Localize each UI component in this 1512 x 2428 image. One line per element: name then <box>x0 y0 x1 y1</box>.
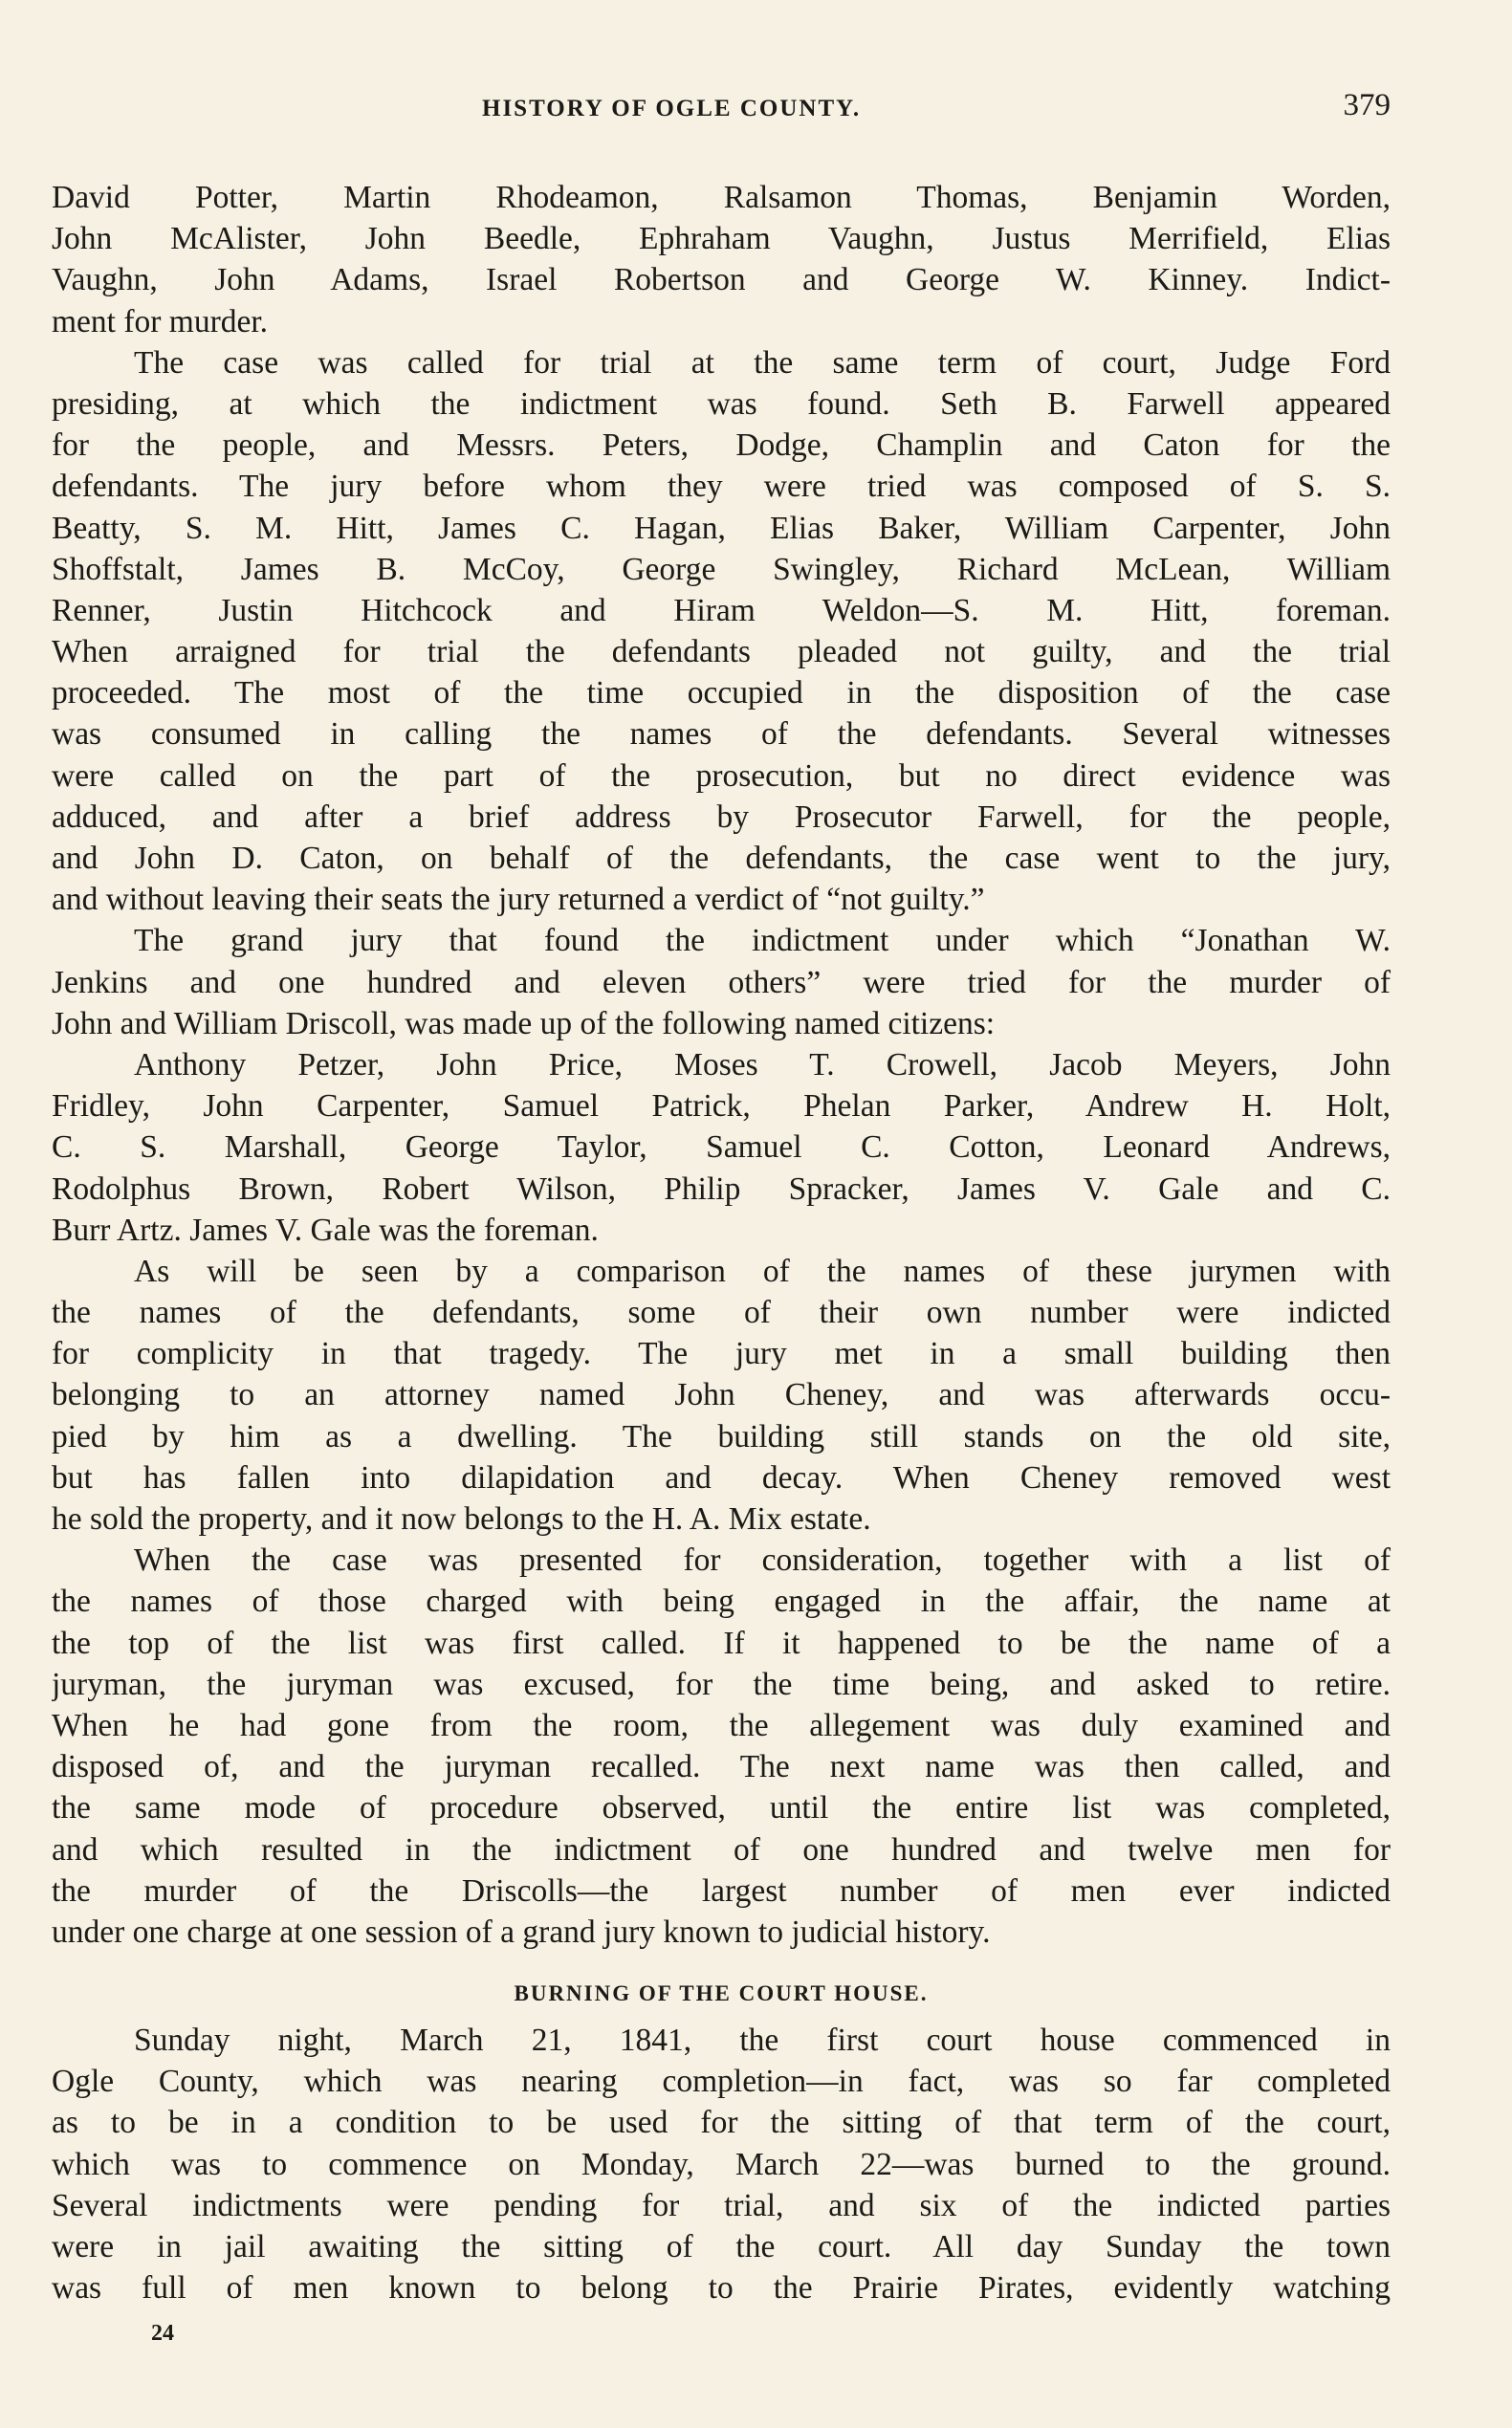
body-text <box>52 177 1391 2308</box>
text-line: was full of men known to belong to the Prairie Pirates, evidently watching <box>52 2270 1391 2307</box>
text-line: Anthony Petzer, John Price, Moses T. Crowell, Jacob Meyers, John <box>134 1046 1391 1083</box>
text-line: which was to commence on Monday, March 22—was burned to the ground. <box>52 2146 1391 2182</box>
text-line: David Potter, Martin Rhodeamon, Ralsamon Thomas, Benjamin Worden, <box>52 180 1391 215</box>
text-line: juryman, the juryman was excused, for the time being, and asked to retire. <box>52 1666 1391 1702</box>
text-line: was consumed in calling the names of the defendants. Several witnesses <box>52 716 1391 753</box>
paragraph-group <box>52 2020 1391 2308</box>
paragraph <box>52 2020 1391 2308</box>
signature-mark: 24 <box>151 2321 174 2346</box>
paragraph <box>52 920 1391 1044</box>
text-line: Jenkins and one hundred and eleven others” were tried for the murder of <box>52 964 1391 1000</box>
text-line: When arraigned for trial the defendants pleaded not guilty, and the trial <box>52 634 1391 670</box>
text-line: Shoffstalt, James B. McCoy, George Swingley, Richard McLean, William <box>52 551 1391 587</box>
text-line: Burr Artz. James V. Gale was the foreman. <box>52 1212 599 1248</box>
text-line: and John D. Caton, on behalf of the defendants, the case went to the jury, <box>52 841 1391 876</box>
text-line: ment for murder. <box>52 303 269 339</box>
text-line: belonging to an attorney named John Cheney, and was afterwards occu- <box>52 1377 1391 1413</box>
text-line: Fridley, John Carpenter, Samuel Patrick, Phelan Parker, Andrew H. Holt, <box>52 1088 1391 1125</box>
text-line: the top of the list was first called. If it happened to be the name of a <box>52 1625 1391 1661</box>
text-line: Vaughn, John Adams, Israel Robertson and George W. Kinney. Indict- <box>52 262 1391 298</box>
text-line: proceeded. The most of the time occupied in the disposition of the case <box>52 675 1391 711</box>
text-line: The case was called for trial at the same term of court, Judge Ford <box>134 344 1391 381</box>
text-line: under one charge at one session of a grand jury known to judicial history. <box>52 1914 991 1950</box>
page-number: 379 <box>1343 88 1391 122</box>
text-line: disposed of, and the juryman recalled. The next name was then called, and <box>52 1749 1391 1785</box>
text-line: John and William Driscoll, was made up of the following named citizens: <box>52 1005 996 1041</box>
text-line: Sunday night, March 21, 1841, the first court house commenced in <box>134 2023 1391 2059</box>
text-line: When the case was presented for consideration, together with a list of <box>134 1542 1391 1579</box>
paragraph <box>52 1540 1391 1953</box>
text-line: Ogle County, which was nearing completion—in fact, was so far completed <box>52 2064 1391 2100</box>
text-line: were called on the part of the prosecution, but no direct evidence was <box>52 757 1391 794</box>
text-line: the same mode of procedure observed, until the entire list was completed, <box>52 1790 1391 1826</box>
running-title: HISTORY OF OGLE COUNTY. <box>482 96 862 121</box>
paragraph-group <box>52 177 1391 1953</box>
text-line: The grand jury that found the indictment under which “Jonathan W. <box>134 923 1391 959</box>
text-line: as to be in a condition to be used for the sitting of that term of the court, <box>52 2105 1391 2141</box>
text-line: for complicity in that tragedy. The jury met in a small building then <box>52 1336 1391 1372</box>
text-line: and without leaving their seats the jury returned a verdict of “not guilty.” <box>52 882 985 918</box>
text-line: Several indictments were pending for trial, and six of the indicted parties <box>52 2187 1391 2223</box>
paragraph <box>52 177 1391 342</box>
paragraph <box>52 1044 1391 1251</box>
text-line: but has fallen into dilapidation and decay. When Cheney removed west <box>52 1459 1391 1496</box>
paragraph <box>52 342 1391 921</box>
text-line: for the people, and Messrs. Peters, Dodge, Champlin and Caton for the <box>52 427 1391 464</box>
text-line: the names of those charged with being engaged in the affair, the name at <box>52 1584 1391 1620</box>
text-line: Renner, Justin Hitchcock and Hiram Weldon—S. M. Hitt, foreman. <box>52 592 1391 628</box>
text-line: he sold the property, and it now belongs to the H. A. Mix estate. <box>52 1501 871 1537</box>
text-line: Rodolphus Brown, Robert Wilson, Philip Spracker, James V. Gale and C. <box>52 1170 1391 1207</box>
text-line: were in jail awaiting the sitting of the court. All day Sunday the town <box>52 2229 1391 2264</box>
section-heading: BURNING OF THE COURT HOUSE. <box>514 1981 929 2006</box>
text-line: pied by him as a dwelling. The building still stands on the old site, <box>52 1418 1391 1455</box>
text-line: the names of the defendants, some of their own number were indicted <box>52 1295 1391 1331</box>
text-line: C. S. Marshall, George Taylor, Samuel C. Cotton, Leonard Andrews, <box>52 1129 1391 1166</box>
running-head <box>52 88 1391 126</box>
text-line: presiding, at which the indictment was found. Seth B. Farwell appeared <box>52 385 1391 422</box>
text-line: defendants. The jury before whom they were tried was composed of S. S. <box>52 469 1391 505</box>
text-line: Beatty, S. M. Hitt, James C. Hagan, Elias Baker, William Carpenter, John <box>52 510 1391 546</box>
text-line: adduced, and after a brief address by Prosecutor Farwell, for the people, <box>52 798 1391 835</box>
text-line: When he had gone from the room, the allegement was duly examined and <box>52 1707 1391 1743</box>
paragraph <box>52 1251 1391 1540</box>
text-line: and which resulted in the indictment of one hundred and twelve men for <box>52 1831 1391 1868</box>
text-line: As will be seen by a comparison of the names of these jurymen with <box>134 1253 1391 1289</box>
text-line: the murder of the Driscolls—the largest number of men ever indicted <box>52 1872 1391 1909</box>
text-line: John McAlister, John Beedle, Ephraham Vaughn, Justus Merrifield, Elias <box>52 221 1391 257</box>
